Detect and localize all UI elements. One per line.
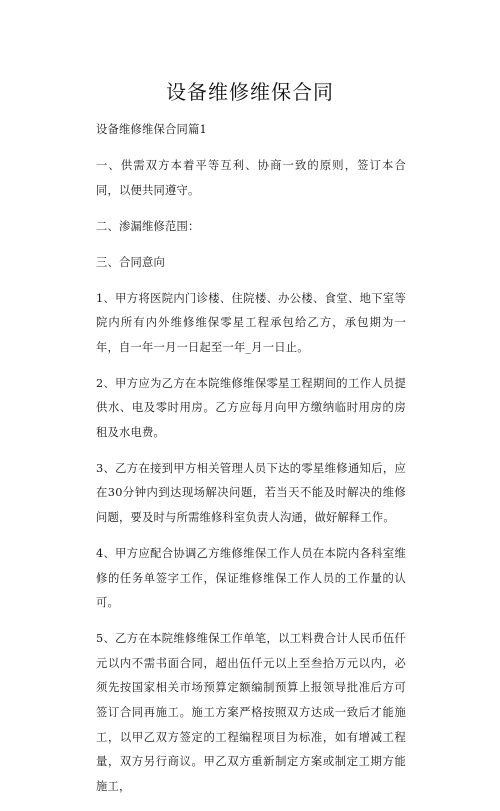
paragraph: 4、甲方应配合协调乙方维修维保工作人员在本院内各科室维修的任务单签字工作，保证维修维保工作人员的工作量的认可。 (96, 547, 406, 610)
paragraph: 1、甲方将医院内门诊楼、住院楼、办公楼、食堂、地下室等院内所有内外维修维保零星工程承包给乙方，承包期为一年，自一年一月一日起至一年_月一日止。 (96, 291, 406, 354)
paragraph: 2、甲方应为乙方在本院维修维保零星工程期间的工作人员提供水、电及零时用房。乙方应每月向甲方缴纳临时用房的房租及水电费。 (96, 376, 406, 439)
paragraph: 二、渗漏维修范围： (96, 219, 200, 233)
paragraph: 一、供需双方本着平等互利、协商一致的原则，签订本合同，以便共同遵守。 (96, 158, 406, 197)
paragraph: 5、乙方在本院维修维保工作单笔，以工料费合计人民币伍仟元以内不需书面合同，超出伍仟元以上至叁拾万元以内，必须先按国家相关市场预算定额编制预算上报领导批准后方可签订合同再施工。施工方案严格按照双方达成一致后才能施工，以甲乙双方签定的工程编程项目为标准，如有增减工程量，双方另行商议。甲乙双方重新制定方案或制定工期方能施工， (96, 632, 406, 793)
paragraph-heading: 设备维修维保合同篇1 (96, 123, 207, 136)
paragraph: 3、乙方在接到甲方相关管理人员下达的零星维修通知后，应在30分钟内到达现场解决问题，若当天不能及时解决的维修问题，要及时与所需维修科室负责人沟通，做好解释工作。 (96, 461, 406, 525)
document-title: 设备维修维保合同 (166, 80, 334, 104)
paragraph: 三、合同意向 (96, 255, 165, 269)
